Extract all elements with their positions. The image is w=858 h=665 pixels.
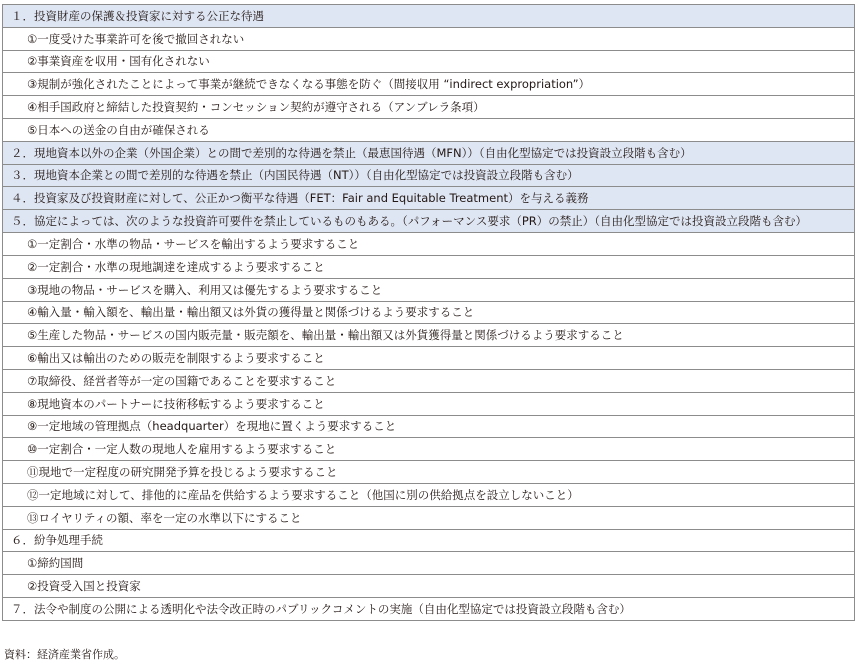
item-cell: ⑤生産した物品・サービスの国内販売量・販売額を、輸出量・輸出額又は外貨獲得量と関係づけるよう要求すること bbox=[3, 324, 855, 347]
item-cell: ①締約国間 bbox=[3, 552, 855, 575]
item-cell: ⑧現地資本のパートナーに技術移転するよう要求すること bbox=[3, 392, 855, 415]
item-cell: ②投資受入国と投資家 bbox=[3, 575, 855, 598]
item-cell: ②事業資産を収用・国有化されない bbox=[3, 50, 855, 73]
item-cell: ⑪現地で一定程度の研究開発予算を投じるよう要求すること bbox=[3, 461, 855, 484]
table-row-item bbox=[3, 347, 855, 370]
table-row-section bbox=[3, 529, 855, 552]
table-row-item bbox=[3, 438, 855, 461]
section-cell: ２．現地資本以外の企業（外国企業）との間で差別的な待遇を禁止（最恵国待遇（MFN））（自由化型協定では投資設立段階も含む） bbox=[3, 141, 855, 164]
item-cell: ①一定割合・水準の物品・サービスを輸出するよう要求すること bbox=[3, 233, 855, 256]
item-cell: ④相手国政府と締結した投資契約・コンセッション契約が遵守される（アンブレラ条項） bbox=[3, 96, 855, 119]
table-row-item bbox=[3, 324, 855, 347]
investment-provisions-table bbox=[2, 4, 855, 621]
item-cell: ①一度受けた事業許可を後で撤回されない bbox=[3, 27, 855, 50]
table-row-item bbox=[3, 255, 855, 278]
table-row-section bbox=[3, 597, 855, 620]
table-row-item bbox=[3, 27, 855, 50]
table-row-item bbox=[3, 96, 855, 119]
item-cell: ⑨一定地域の管理拠点（headquarter）を現地に置くよう要求すること bbox=[3, 415, 855, 438]
section-cell: １．投資財産の保護＆投資家に対する公正な待遇 bbox=[3, 5, 855, 28]
table-row-section bbox=[3, 210, 855, 233]
table-row-section bbox=[3, 187, 855, 210]
table-row-item bbox=[3, 415, 855, 438]
item-cell: ③現地の物品・サービスを購入、利用又は優先するよう要求すること bbox=[3, 278, 855, 301]
item-cell: ③規制が強化されたことによって事業が継続できなくなる事態を防ぐ（間接収用 “indirect expropriation”） bbox=[3, 73, 855, 96]
table-row-item bbox=[3, 392, 855, 415]
table-row-item bbox=[3, 233, 855, 256]
section-cell: ６．紛争処理手続 bbox=[3, 529, 855, 552]
section-cell: ３．現地資本企業との間で差別的な待遇を禁止（内国民待遇（NT））（自由化型協定では投資設立段階も含む） bbox=[3, 164, 855, 187]
table-row-section bbox=[3, 141, 855, 164]
item-cell: ④輸入量・輸入額を、輸出量・輸出額又は外貨の獲得量と関係づけるよう要求すること bbox=[3, 301, 855, 324]
item-cell: ⑤日本への送金の自由が確保される bbox=[3, 118, 855, 141]
item-cell: ②一定割合・水準の現地調達を達成するよう要求すること bbox=[3, 255, 855, 278]
table-row-item bbox=[3, 461, 855, 484]
item-cell: ⑫一定地域に対して、排他的に産品を供給するよう要求すること（他国に別の供給拠点を設立しないこと） bbox=[3, 483, 855, 506]
table-row-item bbox=[3, 301, 855, 324]
table-row-item bbox=[3, 483, 855, 506]
table-row-item bbox=[3, 118, 855, 141]
table-row-item bbox=[3, 278, 855, 301]
section-cell: ４．投資家及び投資財産に対して、公正かつ衡平な待遇（FET：Fair and Equitable Treatment）を与える義務 bbox=[3, 187, 855, 210]
table-row-item bbox=[3, 552, 855, 575]
item-cell: ⑦取締役、経営者等が一定の国籍であることを要求すること bbox=[3, 369, 855, 392]
source-note: 資料：経済産業省作成。 bbox=[4, 648, 125, 661]
table-row-item bbox=[3, 369, 855, 392]
table-row-item bbox=[3, 50, 855, 73]
table-row-item bbox=[3, 73, 855, 96]
item-cell: ⑩一定割合・一定人数の現地人を雇用するよう要求すること bbox=[3, 438, 855, 461]
table-body bbox=[3, 5, 855, 621]
table-row-section bbox=[3, 5, 855, 28]
table-row-section bbox=[3, 164, 855, 187]
item-cell: ⑬ロイヤリティの額、率を一定の水準以下にすること bbox=[3, 506, 855, 529]
table-row-item bbox=[3, 506, 855, 529]
section-cell: ５．協定によっては、次のような投資許可要件を禁止しているものもある。（パフォーマンス要求（PR）の禁止）（自由化型協定では投資設立段階も含む） bbox=[3, 210, 855, 233]
section-cell: ７．法令や制度の公開による透明化や法令改正時のパブリックコメントの実施（自由化型協定では投資設立段階も含む） bbox=[3, 597, 855, 620]
item-cell: ⑥輸出又は輸出のための販売を制限するよう要求すること bbox=[3, 347, 855, 370]
table-row-item bbox=[3, 575, 855, 598]
